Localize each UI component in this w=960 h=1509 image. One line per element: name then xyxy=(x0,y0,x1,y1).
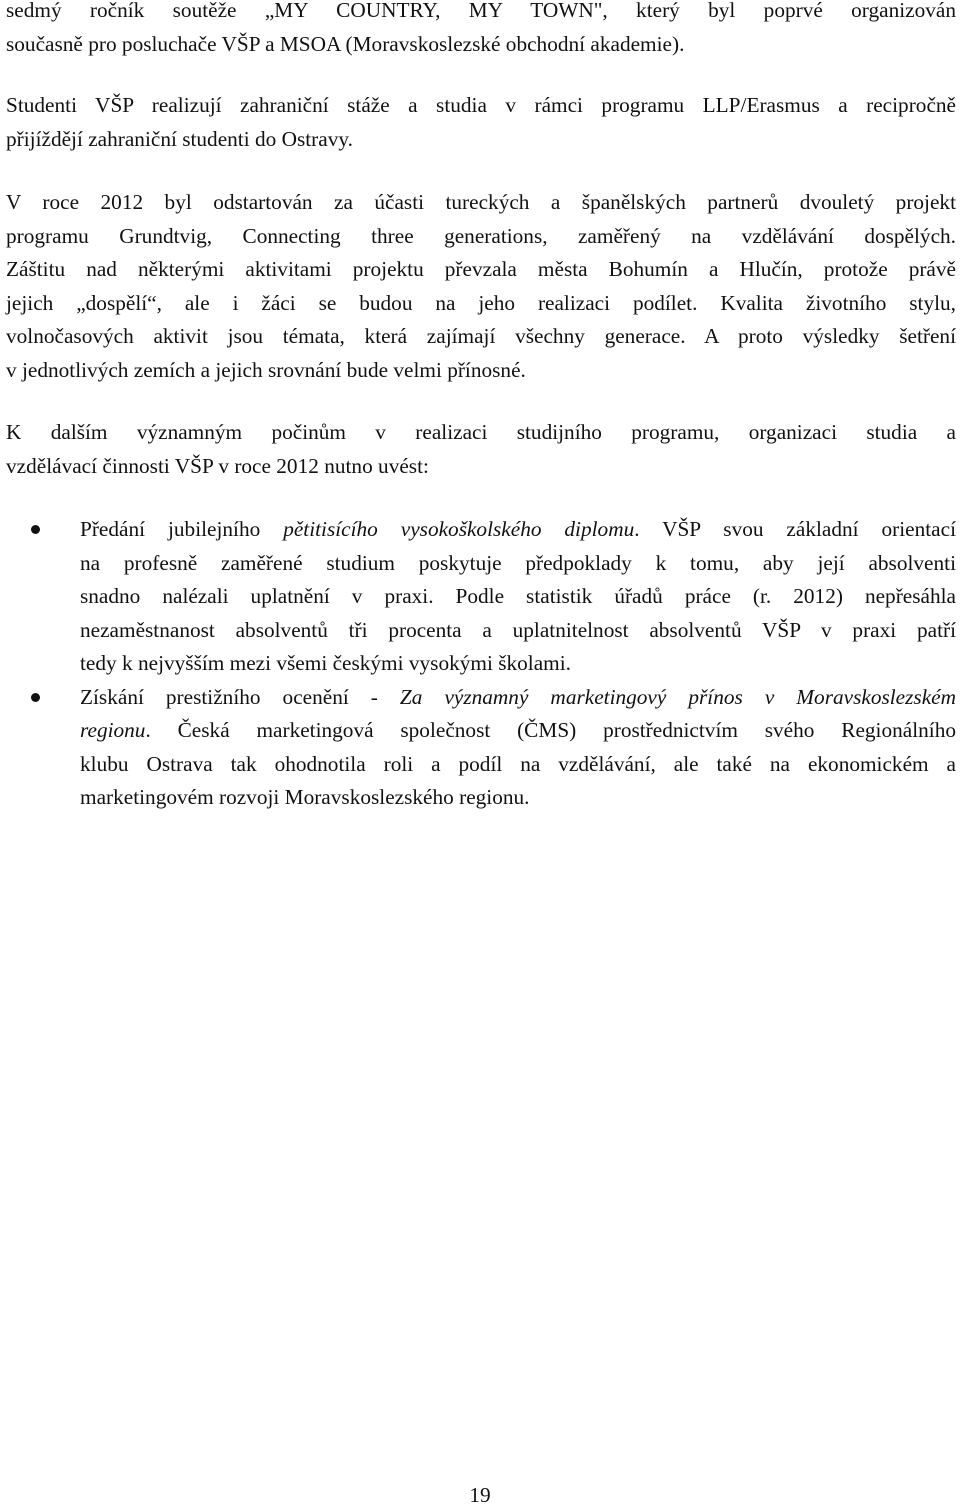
text-line: Záštitu nad některými aktivitami projektu převzala města Bohumín a Hlučín, protože právě xyxy=(6,257,956,281)
text-line: programu Grundtvig, Connecting three generations, zaměřený na vzdělávání dospělých. xyxy=(6,223,956,248)
paragraph-achievements-intro xyxy=(6,416,956,483)
list-item xyxy=(6,513,956,681)
paragraph-competition xyxy=(6,0,956,61)
achievements-list xyxy=(6,513,956,815)
text-line: vzdělávací činnosti VŠP v roce 2012 nutno uvést: xyxy=(6,453,429,478)
text-line: přijíždějí zahraniční studenti do Ostravy. xyxy=(6,126,353,151)
text-line: jejich „dospělí“, ale i žáci se budou na jeho realizaci podílet. Kvalita životního stylu, xyxy=(6,290,956,315)
text-line: tedy k nejvyšším mezi všemi českými vysokými školami. xyxy=(80,651,571,675)
text-line: v jednotlivých zemích a jejich srovnání bude velmi přínosné. xyxy=(6,357,526,382)
page-number: 19 xyxy=(469,1483,491,1507)
text-line: klubu Ostrava tak ohodnotila roli a podíl na vzdělávání, ale také na ekonomickém a xyxy=(80,751,956,776)
text-run: . Česká marketingová společnost (ČMS) prostřednictvím svého Regionálního xyxy=(145,718,956,742)
text-line xyxy=(80,513,956,547)
italic-text: regionu xyxy=(80,718,146,742)
text-line: Studenti VŠP realizují zahraniční stáže a studia v rámci programu LLP/Erasmus a recipročně xyxy=(6,93,956,117)
text-line: V roce 2012 byl odstartován za účasti tureckých a španělských partnerů dvouletý projekt xyxy=(6,190,956,214)
text-run: Získání prestižního ocenění - xyxy=(80,684,400,709)
text-line: marketingovém rozvoji Moravskoslezského regionu. xyxy=(80,785,530,809)
bullet-icon xyxy=(31,693,40,702)
paragraph-erasmus xyxy=(6,89,956,156)
paragraph-grundtvig xyxy=(6,186,956,387)
text-line: současně pro posluchače VŠP a MSOA (Moravskoslezské obchodní akademie). xyxy=(6,31,685,56)
bullet-icon xyxy=(31,525,40,534)
text-run: . VŠP svou základní orientací xyxy=(634,517,956,541)
text-line xyxy=(80,714,956,748)
text-line: snadno nalézali uplatnění v praxi. Podle statistik úřadů práce (r. 2012) nepřesáhla xyxy=(80,584,956,608)
list-item xyxy=(6,681,956,815)
italic-text: pětitisícího vysokoškolského diplomu xyxy=(283,517,635,541)
text-line: sedmý ročník soutěže „MY COUNTRY, MY TOWN", který byl poprvé organizován xyxy=(6,0,956,22)
text-line: nezaměstnanost absolventů tři procenta a uplatnitelnost absolventů VŠP v praxi patří xyxy=(80,617,956,642)
text-line: K dalším významným počinům v realizaci studijního programu, organizaci studia a xyxy=(6,420,956,444)
text-line: volnočasových aktivit jsou témata, která zajímají všechny generace. A proto výsledky šetření xyxy=(6,324,956,348)
text-line: na profesně zaměřené studium poskytuje předpoklady k tomu, aby její absolventi xyxy=(80,550,956,575)
italic-text: Za významný marketingový přínos v Moravskoslezském xyxy=(399,684,956,709)
text-line xyxy=(80,681,956,715)
text-run: Předání jubilejního xyxy=(80,517,284,541)
